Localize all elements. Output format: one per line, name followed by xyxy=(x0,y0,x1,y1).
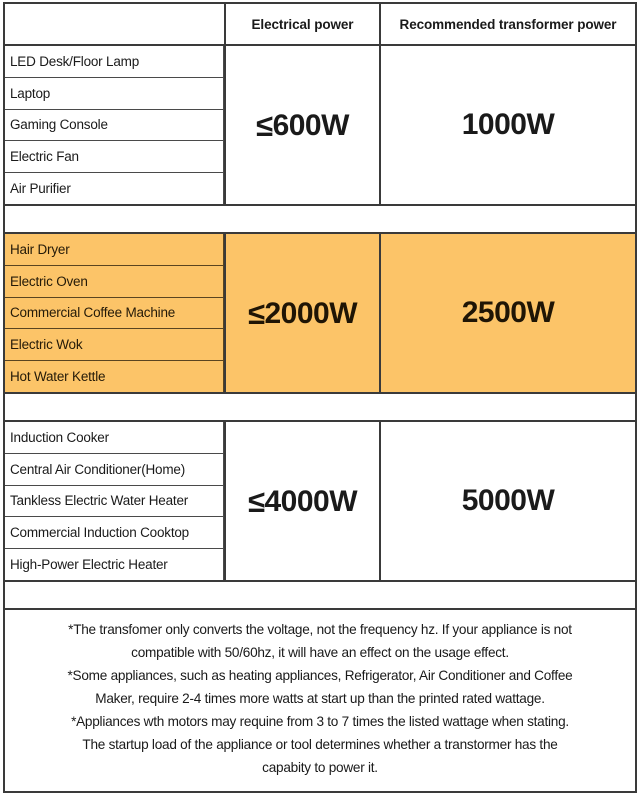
list-item: Electric Oven xyxy=(5,266,224,298)
list-item: Hair Dryer xyxy=(5,234,224,266)
table-header-row xyxy=(5,4,635,46)
section-tier-4000w xyxy=(5,422,635,582)
electrical-power-value xyxy=(248,483,357,519)
appliance-list-tier-2000w xyxy=(5,234,224,392)
less-than-or-equal-icon: ≤ xyxy=(247,484,265,519)
electrical-power-value xyxy=(248,295,357,331)
list-item: Air Purifier xyxy=(5,173,224,204)
list-item: Gaming Console xyxy=(5,110,224,142)
header-recommended-power-label: Recommended transformer power xyxy=(399,16,617,32)
header-cell-recommended-power xyxy=(379,4,635,44)
recommended-power-value: 1000W xyxy=(461,108,555,141)
footnote-line: compatible with 50/60hz, it will have an effect on the usage effect. xyxy=(131,645,509,660)
section-divider-spacer xyxy=(5,206,635,234)
electrical-power-cell-tier-4000w xyxy=(224,422,379,580)
electrical-power-cell-tier-2000w xyxy=(224,234,379,392)
recommended-power-value: 5000W xyxy=(461,484,555,517)
list-item: Induction Cooker xyxy=(5,422,224,454)
list-item: Commercial Coffee Machine xyxy=(5,298,224,330)
list-item: Electric Wok xyxy=(5,329,224,361)
electrical-power-number: 600W xyxy=(272,109,349,142)
electrical-power-cell-tier-600w xyxy=(224,46,379,204)
section-divider-spacer xyxy=(5,394,635,422)
footnote-line: The startup load of the appliance or tool determines whether a transtormer has the xyxy=(82,737,558,752)
recommended-power-cell-tier-2000w xyxy=(379,234,635,392)
appliance-list-tier-4000w xyxy=(5,422,224,580)
header-electrical-power-label: Electrical power xyxy=(251,16,354,32)
recommended-power-value: 2500W xyxy=(461,296,555,329)
list-item: Electric Fan xyxy=(5,141,224,173)
section-divider-spacer xyxy=(5,582,635,610)
list-item: High-Power Electric Heater xyxy=(5,549,224,580)
recommended-power-cell-tier-4000w xyxy=(379,422,635,580)
footnote-line: capabity to power it. xyxy=(262,760,378,775)
electrical-power-number: 2000W xyxy=(264,297,358,330)
list-item: Hot Water Kettle xyxy=(5,361,224,392)
less-than-or-equal-icon: ≤ xyxy=(256,108,273,143)
recommended-power-cell-tier-600w xyxy=(379,46,635,204)
footnote-line: *Appliances wth motors may requine from 3 to 7 times the listed wattage when stating. xyxy=(71,714,569,729)
electrical-power-value xyxy=(256,107,349,143)
list-item: Laptop xyxy=(5,78,224,110)
header-cell-appliance xyxy=(5,4,224,44)
appliance-list-tier-600w xyxy=(5,46,224,204)
less-than-or-equal-icon: ≤ xyxy=(247,296,265,331)
footnote-line: *The transfomer only converts the voltage, not the frequency hz. If your appliance is not xyxy=(68,622,572,637)
footnotes-block xyxy=(5,610,635,791)
list-item: Tankless Electric Water Heater xyxy=(5,486,224,518)
list-item: Commercial Induction Cooktop xyxy=(5,517,224,549)
electrical-power-number: 4000W xyxy=(264,485,358,518)
list-item: LED Desk/Floor Lamp xyxy=(5,46,224,78)
section-tier-600w xyxy=(5,46,635,206)
footnote-line: *Some appliances, such as heating appliances, Refrigerator, Air Conditioner and Coffee xyxy=(67,668,573,683)
footnote-line: Maker, require 2-4 times more watts at start up than the printed rated wattage. xyxy=(95,691,545,706)
section-tier-2000w xyxy=(5,234,635,394)
transformer-power-table xyxy=(3,2,637,793)
list-item: Central Air Conditioner(Home) xyxy=(5,454,224,486)
header-cell-electrical-power xyxy=(224,4,379,44)
